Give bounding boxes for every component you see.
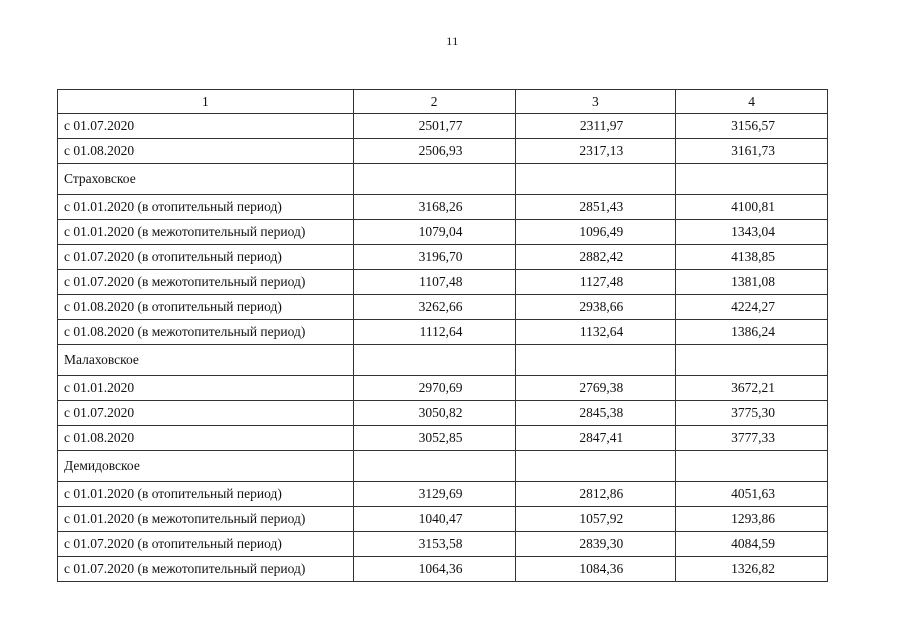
tariff-value-col3: 2938,66 xyxy=(515,295,676,320)
tariff-value-col3: 2317,13 xyxy=(515,139,676,164)
period-label: с 01.07.2020 xyxy=(58,401,354,426)
empty-cell xyxy=(676,451,828,482)
table-row xyxy=(58,220,828,245)
period-label: с 01.07.2020 xyxy=(58,114,354,139)
table-row xyxy=(58,401,828,426)
settlement-name: Страховское xyxy=(58,164,354,195)
table-row xyxy=(58,320,828,345)
table-row xyxy=(58,295,828,320)
tariff-value-col2: 3129,69 xyxy=(353,482,515,507)
empty-cell xyxy=(515,451,676,482)
tariff-value-col3: 1084,36 xyxy=(515,557,676,582)
tariff-value-col3: 2839,30 xyxy=(515,532,676,557)
tariff-value-col4: 1293,86 xyxy=(676,507,828,532)
settlement-group-row xyxy=(58,451,828,482)
settlement-group-row xyxy=(58,345,828,376)
tariff-value-col2: 3153,58 xyxy=(353,532,515,557)
column-header: 2 xyxy=(353,90,515,114)
tariff-value-col4: 4051,63 xyxy=(676,482,828,507)
table-row xyxy=(58,426,828,451)
settlement-name: Малаховское xyxy=(58,345,354,376)
column-header: 1 xyxy=(58,90,354,114)
column-header: 3 xyxy=(515,90,676,114)
tariff-value-col2: 3262,66 xyxy=(353,295,515,320)
tariff-value-col4: 1386,24 xyxy=(676,320,828,345)
empty-cell xyxy=(353,164,515,195)
settlement-group-row xyxy=(58,164,828,195)
tariff-value-col4: 3672,21 xyxy=(676,376,828,401)
table-row xyxy=(58,114,828,139)
tariff-table-body xyxy=(58,90,828,582)
table-row xyxy=(58,195,828,220)
settlement-name: Демидовское xyxy=(58,451,354,482)
tariff-value-col2: 1040,47 xyxy=(353,507,515,532)
empty-cell xyxy=(676,164,828,195)
tariff-value-col2: 3052,85 xyxy=(353,426,515,451)
tariff-value-col4: 3775,30 xyxy=(676,401,828,426)
tariff-value-col2: 1107,48 xyxy=(353,270,515,295)
empty-cell xyxy=(676,345,828,376)
tariff-value-col2: 1064,36 xyxy=(353,557,515,582)
tariff-value-col3: 2882,42 xyxy=(515,245,676,270)
period-label: с 01.08.2020 xyxy=(58,139,354,164)
tariff-value-col3: 2812,86 xyxy=(515,482,676,507)
table-row xyxy=(58,532,828,557)
tariff-value-col3: 1096,49 xyxy=(515,220,676,245)
table-header-row xyxy=(58,90,828,114)
table-row xyxy=(58,139,828,164)
empty-cell xyxy=(515,164,676,195)
empty-cell xyxy=(515,345,676,376)
table-row xyxy=(58,507,828,532)
table-row xyxy=(58,270,828,295)
tariff-value-col4: 1343,04 xyxy=(676,220,828,245)
period-label: с 01.07.2020 (в межотопительный период) xyxy=(58,557,354,582)
tariff-value-col2: 2506,93 xyxy=(353,139,515,164)
table-row xyxy=(58,376,828,401)
table-row xyxy=(58,245,828,270)
tariff-value-col3: 1057,92 xyxy=(515,507,676,532)
tariff-value-col2: 3196,70 xyxy=(353,245,515,270)
tariff-value-col4: 1326,82 xyxy=(676,557,828,582)
tariff-value-col2: 3168,26 xyxy=(353,195,515,220)
page-number: 11 xyxy=(446,34,459,48)
tariff-value-col4: 3777,33 xyxy=(676,426,828,451)
tariff-value-col4: 4138,85 xyxy=(676,245,828,270)
tariff-value-col3: 2311,97 xyxy=(515,114,676,139)
period-label: с 01.01.2020 (в межотопительный период) xyxy=(58,507,354,532)
tariff-value-col3: 1132,64 xyxy=(515,320,676,345)
period-label: с 01.01.2020 (в отопительный период) xyxy=(58,195,354,220)
tariff-value-col3: 1127,48 xyxy=(515,270,676,295)
tariff-value-col3: 2845,38 xyxy=(515,401,676,426)
tariff-value-col2: 3050,82 xyxy=(353,401,515,426)
tariff-value-col4: 4084,59 xyxy=(676,532,828,557)
tariff-value-col2: 1112,64 xyxy=(353,320,515,345)
column-header: 4 xyxy=(676,90,828,114)
tariff-value-col3: 2851,43 xyxy=(515,195,676,220)
tariff-value-col2: 2970,69 xyxy=(353,376,515,401)
period-label: с 01.07.2020 (в отопительный период) xyxy=(58,245,354,270)
period-label: с 01.01.2020 xyxy=(58,376,354,401)
tariff-value-col3: 2847,41 xyxy=(515,426,676,451)
table-row xyxy=(58,482,828,507)
period-label: с 01.07.2020 (в отопительный период) xyxy=(58,532,354,557)
table-row xyxy=(58,557,828,582)
tariff-value-col2: 2501,77 xyxy=(353,114,515,139)
tariff-value-col4: 3156,57 xyxy=(676,114,828,139)
empty-cell xyxy=(353,451,515,482)
period-label: с 01.08.2020 (в межотопительный период) xyxy=(58,320,354,345)
period-label: с 01.01.2020 (в отопительный период) xyxy=(58,482,354,507)
tariff-value-col2: 1079,04 xyxy=(353,220,515,245)
tariff-value-col4: 1381,08 xyxy=(676,270,828,295)
tariff-value-col4: 4100,81 xyxy=(676,195,828,220)
tariff-value-col3: 2769,38 xyxy=(515,376,676,401)
tariff-table xyxy=(57,89,828,582)
period-label: с 01.08.2020 (в отопительный период) xyxy=(58,295,354,320)
period-label: с 01.01.2020 (в межотопительный период) xyxy=(58,220,354,245)
empty-cell xyxy=(353,345,515,376)
tariff-value-col4: 4224,27 xyxy=(676,295,828,320)
period-label: с 01.08.2020 xyxy=(58,426,354,451)
period-label: с 01.07.2020 (в межотопительный период) xyxy=(58,270,354,295)
tariff-value-col4: 3161,73 xyxy=(676,139,828,164)
